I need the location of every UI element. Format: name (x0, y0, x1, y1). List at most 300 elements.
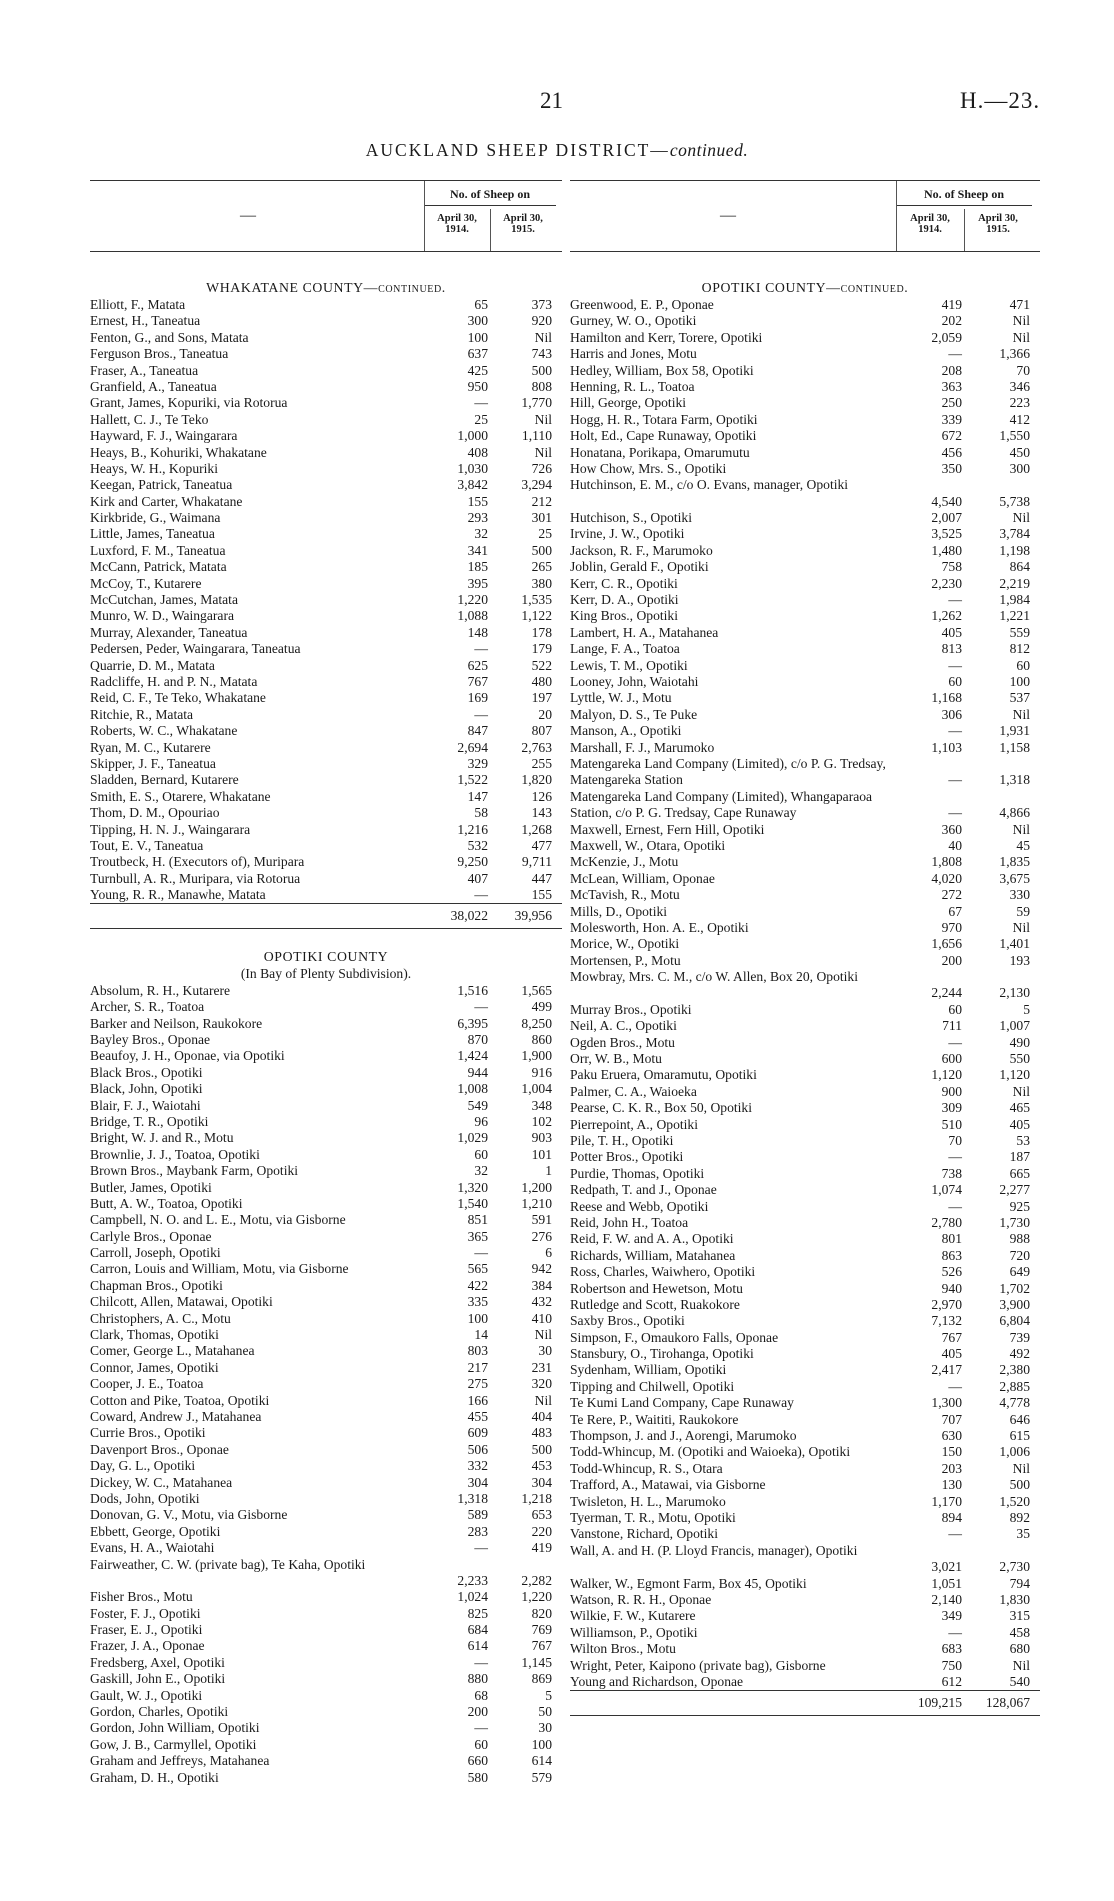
table-row (90, 805, 562, 821)
table-row (90, 999, 562, 1015)
sheep-1914: 306 (941, 706, 962, 722)
table-row (90, 1081, 562, 1097)
owner-name: Elliott, F., Matata (90, 297, 186, 312)
table-row (570, 1412, 1040, 1428)
table-row (90, 1770, 562, 1786)
sheep-1914: 407 (467, 870, 488, 886)
table-row (570, 1346, 1040, 1362)
sheep-1914: — (948, 1149, 962, 1165)
table-row (570, 543, 1040, 559)
sheep-1914: 329 (467, 755, 488, 771)
sheep-1914: 200 (941, 952, 962, 968)
table-row (570, 395, 1040, 411)
sheep-1914: 408 (467, 444, 488, 460)
sheep-1915: 9,711 (521, 854, 552, 870)
header-group-label: No. of Sheep on (896, 187, 1032, 206)
sheep-1914: 612 (941, 1673, 962, 1689)
table-row (90, 1753, 562, 1769)
sheep-1914: 203 (941, 1460, 962, 1476)
table-row (570, 740, 1040, 756)
table-row (90, 1278, 562, 1294)
sheep-1914: 341 (467, 542, 488, 558)
owner-name: Gordon, Charles, Opotiki (90, 1704, 229, 1720)
table-row (90, 1130, 562, 1146)
sheep-1914: — (948, 805, 962, 821)
owner-name: Hamilton and Kerr, Torere, Opotiki (570, 329, 763, 345)
table-row (90, 1720, 562, 1736)
sheep-1915: 490 (1009, 1034, 1030, 1050)
sheep-1915: 155 (531, 887, 552, 903)
section-subheading: (In Bay of Plenty Subdivision). (240, 966, 412, 982)
table-row (570, 1117, 1040, 1133)
owner-name: Pedersen, Peder, Waingarara, Taneatua (90, 641, 301, 657)
table-row (570, 445, 1040, 461)
header-dash: — (720, 207, 736, 224)
sheep-1915: 197 (531, 690, 552, 706)
owner-name: Honatana, Porikapa, Omarumutu (570, 444, 750, 460)
sheep-1914: 14 (474, 1327, 488, 1343)
table-row (570, 363, 1040, 379)
table-row (90, 1016, 562, 1032)
sheep-1915: 45 (1016, 837, 1030, 853)
owner-name: Troutbeck, H. (Executors of), Muripara (90, 854, 305, 870)
sheep-1914: 32 (474, 526, 488, 542)
owner-name: Granfield, A., Taneatua (90, 378, 217, 394)
sheep-1914: 637 (467, 346, 488, 362)
sheep-1915: 500 (531, 362, 552, 378)
sheep-1915: 591 (531, 1212, 552, 1228)
owner-name: Gault, W. J., Opotiki (90, 1687, 203, 1703)
sheep-1914: 825 (467, 1605, 488, 1621)
owner-name: Ferguson Bros., Taneatua (90, 346, 229, 362)
sheep-1914: 3,525 (931, 526, 962, 542)
sheep-1915: 769 (531, 1622, 552, 1638)
owner-name: Young, R. R., Manawhe, Matata (90, 887, 266, 903)
table-row (570, 789, 1040, 822)
owner-name: Mowbray, Mrs. C. M., c/o W. Allen, Box 20, Opotiki (570, 969, 858, 985)
owner-name: Thom, D. M., Opouriao (90, 805, 220, 821)
owner-name: Matengareka Land Company (Limited), c/o P. G. Tredsay, Matengareka Station (570, 755, 886, 788)
sheep-1915: 412 (1009, 411, 1030, 427)
owner-name: Tyerman, T. R., Motu, Opotiki (570, 1509, 736, 1525)
sheep-1914: 1,088 (457, 608, 488, 624)
owner-name: Carron, Louis and William, Motu, via Gisborne (90, 1261, 349, 1277)
table-row (90, 592, 562, 608)
sheep-1914: 272 (941, 887, 962, 903)
table-row (570, 608, 1040, 624)
table-row (570, 477, 1040, 510)
sheep-1915: 2,885 (999, 1378, 1030, 1394)
sheep-1914: 2,233 (457, 1572, 488, 1588)
owner-name: Chilcott, Allen, Matawai, Opotiki (90, 1294, 273, 1310)
table-row (570, 412, 1040, 428)
header-dash: — (240, 207, 256, 224)
sheep-1915: 3,294 (521, 477, 552, 493)
sheep-1914: — (948, 1378, 962, 1394)
owner-name: Twisleton, H. L., Marumoko (570, 1493, 726, 1509)
sheep-1914: 625 (467, 657, 488, 673)
table-row (570, 1133, 1040, 1149)
table-row (90, 510, 562, 526)
table-row (570, 1543, 1040, 1576)
sheep-1915: 820 (531, 1605, 552, 1621)
sheep-1915: 1,730 (999, 1214, 1030, 1230)
sheep-1915: 6,804 (999, 1313, 1030, 1329)
sheep-1915: 315 (1009, 1608, 1030, 1624)
owner-name: Fisher Bros., Motu (90, 1589, 193, 1605)
sheep-1914: 950 (467, 378, 488, 394)
sheep-1915: 1,520 (999, 1493, 1030, 1509)
document-reference: H.—23. (960, 88, 1041, 113)
table-row (90, 1114, 562, 1130)
sheep-1914: — (948, 1034, 962, 1050)
table-row (570, 1592, 1040, 1608)
sheep-1915: 1,900 (521, 1048, 552, 1064)
table-row (90, 608, 562, 624)
sheep-1915: 1,007 (999, 1018, 1030, 1034)
owner-name: Blair, F. J., Waiotahi (90, 1097, 201, 1113)
sheep-1914: — (474, 1720, 488, 1736)
table-row (570, 854, 1040, 870)
owner-name: Hedley, William, Box 58, Opotiki (570, 362, 754, 378)
owner-name: Brown Bros., Maybank Farm, Opotiki (90, 1163, 299, 1179)
sheep-1915: 1,221 (999, 608, 1030, 624)
sheep-1914: 363 (941, 378, 962, 394)
owner-name: Kerr, C. R., Opotiki (570, 575, 678, 591)
table-row (90, 983, 562, 999)
sheep-1915: Nil (1012, 1460, 1030, 1476)
sheep-1915: 1,110 (521, 428, 552, 444)
table-row (90, 313, 562, 329)
sheep-1915: 726 (531, 460, 552, 476)
sheep-1915: 1,702 (999, 1280, 1030, 1296)
table-row (90, 1704, 562, 1720)
sheep-1914: — (948, 592, 962, 608)
table-row (90, 559, 562, 575)
sheep-1914: 405 (941, 1346, 962, 1362)
owner-name: Sydenham, William, Opotiki (570, 1362, 727, 1378)
table-row (90, 772, 562, 788)
sheep-1914: 2,140 (931, 1591, 962, 1607)
owner-name: Orr, W. B., Motu (570, 1051, 662, 1067)
owner-name: Murray, Alexander, Taneatua (90, 624, 248, 640)
table-row (570, 1002, 1040, 1018)
sheep-1914: 148 (467, 624, 488, 640)
sheep-1915: 70 (1016, 362, 1030, 378)
sheep-1914: 339 (941, 411, 962, 427)
owner-name: Murray Bros., Opotiki (570, 1001, 692, 1017)
owner-name: Maxwell, Ernest, Fern Hill, Opotiki (570, 821, 765, 837)
sheep-1915: Nil (1012, 329, 1030, 345)
column-rule (896, 181, 897, 251)
sheep-1915: 680 (1009, 1641, 1030, 1657)
table-row (90, 1147, 562, 1163)
sheep-1915: 3,900 (999, 1296, 1030, 1312)
sheep-1915: 500 (531, 542, 552, 558)
table-row (90, 1163, 562, 1179)
header-col-1914: April 30, 1914. (437, 213, 477, 235)
table-row (570, 1149, 1040, 1165)
sheep-1915: 2,219 (999, 575, 1030, 591)
table-row (90, 1098, 562, 1114)
owner-name: Christophers, A. C., Motu (90, 1310, 231, 1326)
owner-name: Roberts, W. C., Whakatane (90, 723, 238, 739)
sheep-1915: 1,401 (999, 936, 1030, 952)
total-1915: 39,956 (514, 908, 552, 924)
table-row (90, 740, 562, 756)
sheep-1914: 349 (941, 1608, 962, 1624)
whakatane-table (90, 297, 562, 903)
table-row (90, 1311, 562, 1327)
table-row (90, 723, 562, 739)
owner-name: Butler, James, Opotiki (90, 1179, 212, 1195)
sheep-1915: 348 (531, 1097, 552, 1113)
owner-name: Fenton, G., and Sons, Matata (90, 329, 249, 345)
owner-name: Hogg, H. R., Totara Farm, Opotiki (570, 411, 758, 427)
sheep-1915: 2,282 (521, 1572, 552, 1588)
table-row (570, 1084, 1040, 1100)
table-row (570, 1608, 1040, 1624)
table-row (570, 1166, 1040, 1182)
table-row (90, 854, 562, 870)
sheep-1914: — (474, 1245, 488, 1261)
owner-name: Hutchinson, E. M., c/o O. Evans, manager, Opotiki (570, 477, 849, 493)
sheep-1914: — (948, 723, 962, 739)
sheep-1914: 738 (941, 1165, 962, 1181)
owner-name: Neil, A. C., Opotiki (570, 1018, 677, 1034)
owner-name: Bridge, T. R., Opotiki (90, 1113, 209, 1129)
left-table-header (90, 180, 562, 252)
owner-name: Graham, D. H., Opotiki (90, 1769, 219, 1785)
sheep-1915: 126 (531, 788, 552, 804)
owner-name: Barker and Neilson, Raukokore (90, 1015, 263, 1031)
table-row (570, 936, 1040, 952)
owner-name: Marshall, F. J., Marumoko (570, 739, 715, 755)
sheep-1915: 193 (1009, 952, 1030, 968)
page-title (0, 140, 1114, 161)
owner-name: Richards, William, Matahanea (570, 1247, 736, 1263)
owner-name: Reese and Webb, Opotiki (570, 1198, 709, 1214)
sheep-1915: 864 (1009, 559, 1030, 575)
owner-name: Connor, James, Opotiki (90, 1359, 219, 1375)
title-main: AUCKLAND SHEEP DISTRICT— (365, 140, 670, 160)
owner-name: Gaskill, John E., Opotiki (90, 1671, 226, 1687)
sheep-1914: 166 (467, 1392, 488, 1408)
sheep-1914: 350 (941, 460, 962, 476)
owner-name: Quarrie, D. M., Matata (90, 657, 215, 673)
sheep-1915: 649 (1009, 1264, 1030, 1280)
total-1914: 38,022 (450, 908, 488, 924)
sheep-1915: 1,984 (999, 592, 1030, 608)
owner-name: Ryan, M. C., Kutarere (90, 739, 211, 755)
sheep-1914: 630 (941, 1428, 962, 1444)
table-row (90, 838, 562, 854)
owner-name: Graham and Jeffreys, Matahanea (90, 1753, 270, 1769)
sheep-1914: 880 (467, 1671, 488, 1687)
opotiki-table-left (90, 983, 562, 1786)
owner-name: Mills, D., Opotiki (570, 903, 668, 919)
sheep-1915: 384 (531, 1277, 552, 1293)
sheep-1915: 300 (1009, 460, 1030, 476)
owner-name: Heays, W. H., Kopuriki (90, 460, 218, 476)
owner-name: Fairweather, C. W. (private bag), Te Kaha, Opotiki (90, 1556, 366, 1572)
owner-name: Fredsberg, Axel, Opotiki (90, 1654, 225, 1670)
sheep-1914: 1,051 (931, 1575, 962, 1591)
sheep-1914: 2,780 (931, 1214, 962, 1230)
sheep-1914: 147 (467, 788, 488, 804)
sheep-1914: 455 (467, 1409, 488, 1424)
table-row (90, 1180, 562, 1196)
sheep-1914: 614 (467, 1638, 488, 1654)
table-row (570, 1018, 1040, 1034)
sheep-1915: 101 (531, 1146, 552, 1162)
owner-name: Malyon, D. S., Te Puke (570, 706, 698, 722)
owner-name: Ernest, H., Taneatua (90, 313, 201, 329)
table-row (90, 1540, 562, 1556)
sheep-1915: 1,122 (521, 608, 552, 624)
sheep-1914: 1,103 (931, 739, 962, 755)
table-row (570, 1658, 1040, 1674)
owner-name: Hallett, C. J., Te Teko (90, 411, 209, 427)
table-row (570, 1461, 1040, 1477)
owner-name: Manson, A., Opotiki (570, 723, 682, 739)
sheep-1914: 150 (941, 1444, 962, 1460)
sheep-1914: 2,694 (457, 739, 488, 755)
table-row (570, 1264, 1040, 1280)
sheep-1915: 743 (531, 346, 552, 362)
sheep-1915: 25 (538, 526, 552, 542)
owner-name: Wilton Bros., Motu (570, 1641, 676, 1657)
sheep-1915: 60 (1016, 657, 1030, 673)
sheep-1914: — (474, 1540, 488, 1556)
sheep-1914: 332 (467, 1458, 488, 1474)
sheep-1915: 2,763 (521, 739, 552, 755)
sheep-1915: 739 (1009, 1329, 1030, 1345)
sheep-1915: 500 (531, 1441, 552, 1457)
sheep-1914: 3,842 (457, 477, 488, 493)
owner-name: Irvine, J. W., Opotiki (570, 526, 685, 542)
sheep-1915: 220 (531, 1523, 552, 1539)
table-row (570, 379, 1040, 395)
sheep-1915: 8,250 (521, 1015, 552, 1031)
sheep-1915: 1,220 (521, 1589, 552, 1605)
owner-name: Archer, S. R., Toatoa (90, 999, 205, 1015)
sheep-1915: 1,158 (999, 739, 1030, 755)
table-row (570, 1395, 1040, 1411)
owner-name: Lyttle, W. J., Motu (570, 690, 672, 706)
sheep-1915: 212 (531, 493, 552, 509)
table-row (570, 510, 1040, 526)
table-row (90, 1245, 562, 1261)
sheep-1914: 169 (467, 690, 488, 706)
sheep-1915: 2,730 (999, 1559, 1030, 1575)
table-row (90, 1475, 562, 1491)
owner-name: Reid, John H., Toatoa (570, 1214, 689, 1230)
table-row (90, 789, 562, 805)
table-row (570, 1215, 1040, 1231)
sheep-1915: 499 (531, 999, 552, 1015)
sheep-1914: 9,250 (457, 854, 488, 870)
table-row (90, 1655, 562, 1671)
table-row (90, 1671, 562, 1687)
table-row (90, 707, 562, 723)
sheep-1915: 1,835 (999, 854, 1030, 870)
right-table-header (570, 180, 1040, 252)
sheep-1914: 711 (942, 1018, 962, 1034)
owner-name: Campbell, N. O. and L. E., Motu, via Gisborne (90, 1212, 346, 1228)
sheep-1914: 1,480 (931, 542, 962, 558)
sheep-1914: 863 (941, 1247, 962, 1263)
owner-name: Maxwell, W., Otara, Opotiki (570, 837, 726, 853)
sheep-1914: 40 (948, 837, 962, 853)
sheep-1915: 1,931 (999, 723, 1030, 739)
owner-name: Munro, W. D., Waingarara (90, 608, 235, 624)
sheep-1915: Nil (1012, 821, 1030, 837)
owner-name: Wall, A. and H. (P. Lloyd Francis, manager), Opotiki (570, 1542, 858, 1558)
table-row (90, 1360, 562, 1376)
sheep-1915: 320 (531, 1376, 552, 1392)
owner-name: Sladden, Bernard, Kutarere (90, 772, 239, 788)
sheep-1914: 100 (467, 1310, 488, 1326)
table-row (570, 707, 1040, 723)
sheep-1915: 860 (531, 1032, 552, 1048)
table-row (90, 543, 562, 559)
sheep-1915: 304 (531, 1474, 552, 1490)
sheep-1915: 869 (531, 1671, 552, 1687)
sheep-1915: 1,550 (999, 428, 1030, 444)
sheep-1914: 335 (467, 1294, 488, 1310)
sheep-1915: 2,380 (999, 1362, 1030, 1378)
table-row (570, 969, 1040, 1002)
owner-name: Bright, W. J. and R., Motu (90, 1130, 234, 1146)
sheep-1914: — (948, 346, 962, 362)
owner-name: Morice, W., Opotiki (570, 936, 680, 952)
table-row (570, 1494, 1040, 1510)
sheep-1914: 1,216 (457, 821, 488, 837)
owner-name: Looney, John, Waiotahi (570, 674, 699, 689)
owner-name: Heays, B., Kohuriki, Whakatane (90, 444, 267, 460)
owner-name: Butt, A. W., Toatoa, Opotiki (90, 1195, 243, 1211)
sheep-1915: 646 (1009, 1411, 1030, 1427)
owner-name: Pile, T. H., Opotiki (570, 1132, 674, 1148)
owner-name: Kirk and Carter, Whakatane (90, 493, 243, 509)
owner-name: Fraser, E. J., Opotiki (90, 1622, 203, 1638)
owner-name: Grant, James, Kopuriki, via Rotorua (90, 395, 288, 411)
owner-name: Redpath, T. and J., Oponae (570, 1182, 717, 1198)
owner-name: Thompson, J. and J., Aorengi, Marumoko (570, 1428, 797, 1444)
sheep-1914: 32 (474, 1163, 488, 1179)
table-row (90, 346, 562, 362)
sheep-1914: 683 (941, 1641, 962, 1657)
table-row (570, 658, 1040, 674)
sheep-1915: 537 (1009, 690, 1030, 706)
table-row (90, 1376, 562, 1392)
sheep-1914: 1,024 (457, 1589, 488, 1605)
sheep-1915: 916 (531, 1064, 552, 1080)
owner-name: Day, G. L., Opotiki (90, 1458, 196, 1474)
owner-name: Little, James, Taneatua (90, 526, 215, 542)
table-row (570, 838, 1040, 854)
sheep-1914: 1,516 (457, 982, 488, 998)
header-group-label: No. of Sheep on (424, 187, 556, 206)
sheep-1914: 2,244 (931, 985, 962, 1001)
sheep-1915: 373 (531, 297, 552, 312)
table-row (570, 674, 1040, 690)
table-row (90, 395, 562, 411)
table-row (90, 1261, 562, 1277)
sheep-1914: 1,000 (457, 428, 488, 444)
sheep-1914: 1,030 (457, 460, 488, 476)
